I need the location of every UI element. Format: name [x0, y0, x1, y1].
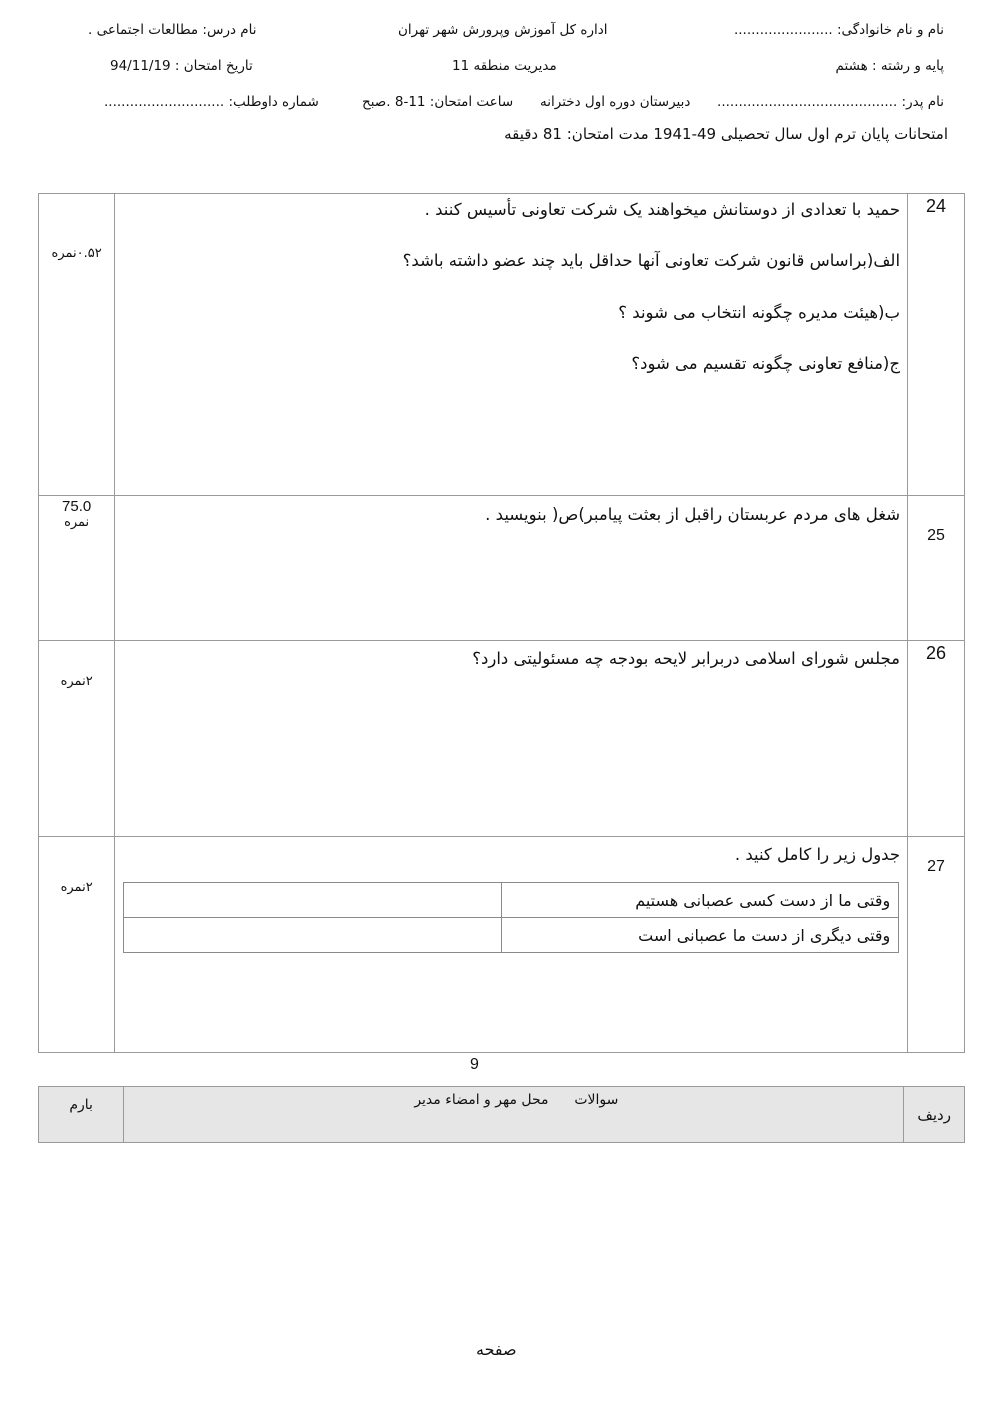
candidate-number-field: شماره داوطلب: ............................: [104, 94, 319, 110]
question-text: مجلس شورای اسلامی دربرابر لایحه بودجه چه مسئولیتی دارد؟: [472, 649, 901, 668]
page-label: صفحه: [476, 1340, 517, 1359]
answer-table-label: وقتی ما از دست کسی عصبانی هستیم: [502, 883, 899, 918]
question-row: [39, 194, 965, 496]
question-number: 25: [927, 527, 945, 544]
question-number: 27: [927, 858, 945, 875]
exam-date: تاریخ امتحان : 94/11/19: [110, 58, 253, 74]
question-text: حمید با تعدادی از دوستانش میخواهند یک شرکت تعاونی تأسیس کنند .: [424, 200, 901, 219]
school-label: دبیرستان دوره اول دخترانه: [540, 94, 691, 110]
question-number-cell: [908, 496, 965, 641]
question-body: [115, 194, 908, 496]
questions-header-cell: [124, 1087, 904, 1143]
score-label: ۲نمره: [60, 674, 93, 689]
score-value: 75.0: [62, 498, 92, 515]
score-cell: [39, 496, 115, 641]
question-body: [115, 641, 908, 837]
organization-title: اداره کل آموزش وپرورش شهر تهران: [398, 22, 608, 38]
question-text: شغل های مردم عربستان راقبل از بعثت پیامبر)ص( بنویسید .: [485, 505, 901, 524]
question-part-c: ج(منافع تعاونی چگونه تقسیم می شود؟: [631, 354, 901, 373]
page-number: 9: [470, 1056, 479, 1073]
answer-table-label: وقتی دیگری از دست ما عصبانی است: [502, 918, 899, 953]
score-label: ۲نمره: [60, 880, 93, 895]
exam-title: امتحانات پایان ترم اول سال تحصیلی 49-1941 مدت امتحان: 81 دقیقه: [504, 125, 948, 143]
seal-signature-label: محل مهر و امضاء مدیر: [414, 1092, 549, 1108]
question-part-b: ب(هیئت مدیره چگونه انتخاب می شوند ؟: [618, 303, 901, 322]
exam-time: ساعت امتحان: 11-8 .صبح: [362, 94, 514, 110]
score-header-cell: [39, 1087, 124, 1143]
question-row: [39, 496, 965, 641]
row-header: ردیف: [917, 1106, 951, 1124]
question-row: [39, 641, 965, 837]
answer-table-row: [124, 883, 899, 918]
answer-table-row: [124, 918, 899, 953]
question-number-cell: [908, 837, 965, 1053]
score-label: ۰.۵۲نمره: [51, 246, 102, 261]
questions-table: [38, 193, 965, 1053]
question-row: [39, 837, 965, 1053]
question-number: 24: [926, 196, 947, 216]
answer-cell[interactable]: [124, 918, 502, 953]
father-name-field: نام پدر: ..........................................: [717, 94, 944, 110]
question-body: [115, 837, 908, 1053]
question-number: 26: [926, 643, 947, 663]
score-cell: [39, 194, 115, 496]
question-body: [115, 496, 908, 641]
answer-table: [123, 882, 899, 953]
course-name: نام درس: مطالعات اجتماعی .: [88, 22, 257, 38]
score-unit: نمره: [64, 515, 90, 530]
questions-header: سوالات: [574, 1092, 619, 1108]
score-cell: [39, 837, 115, 1053]
student-name-field: نام و نام خانوادگی: .......................: [733, 22, 944, 38]
question-number-cell: [908, 641, 965, 837]
score-header: بارم: [69, 1097, 93, 1113]
district-label: مدیریت منطقه 11: [452, 58, 557, 74]
question-part-a: الف(براساس قانون شرکت تعاونی آنها حداقل باید چند عضو داشته باشد؟: [402, 251, 901, 270]
question-number-cell: [908, 194, 965, 496]
grade-field: پایه و رشته : هشتم: [835, 58, 944, 74]
row-header-cell: [904, 1087, 965, 1143]
question-text: جدول زیر را کامل کنید .: [734, 845, 901, 864]
score-cell: [39, 641, 115, 837]
answer-cell[interactable]: [124, 883, 502, 918]
footer-bar: [38, 1086, 965, 1143]
